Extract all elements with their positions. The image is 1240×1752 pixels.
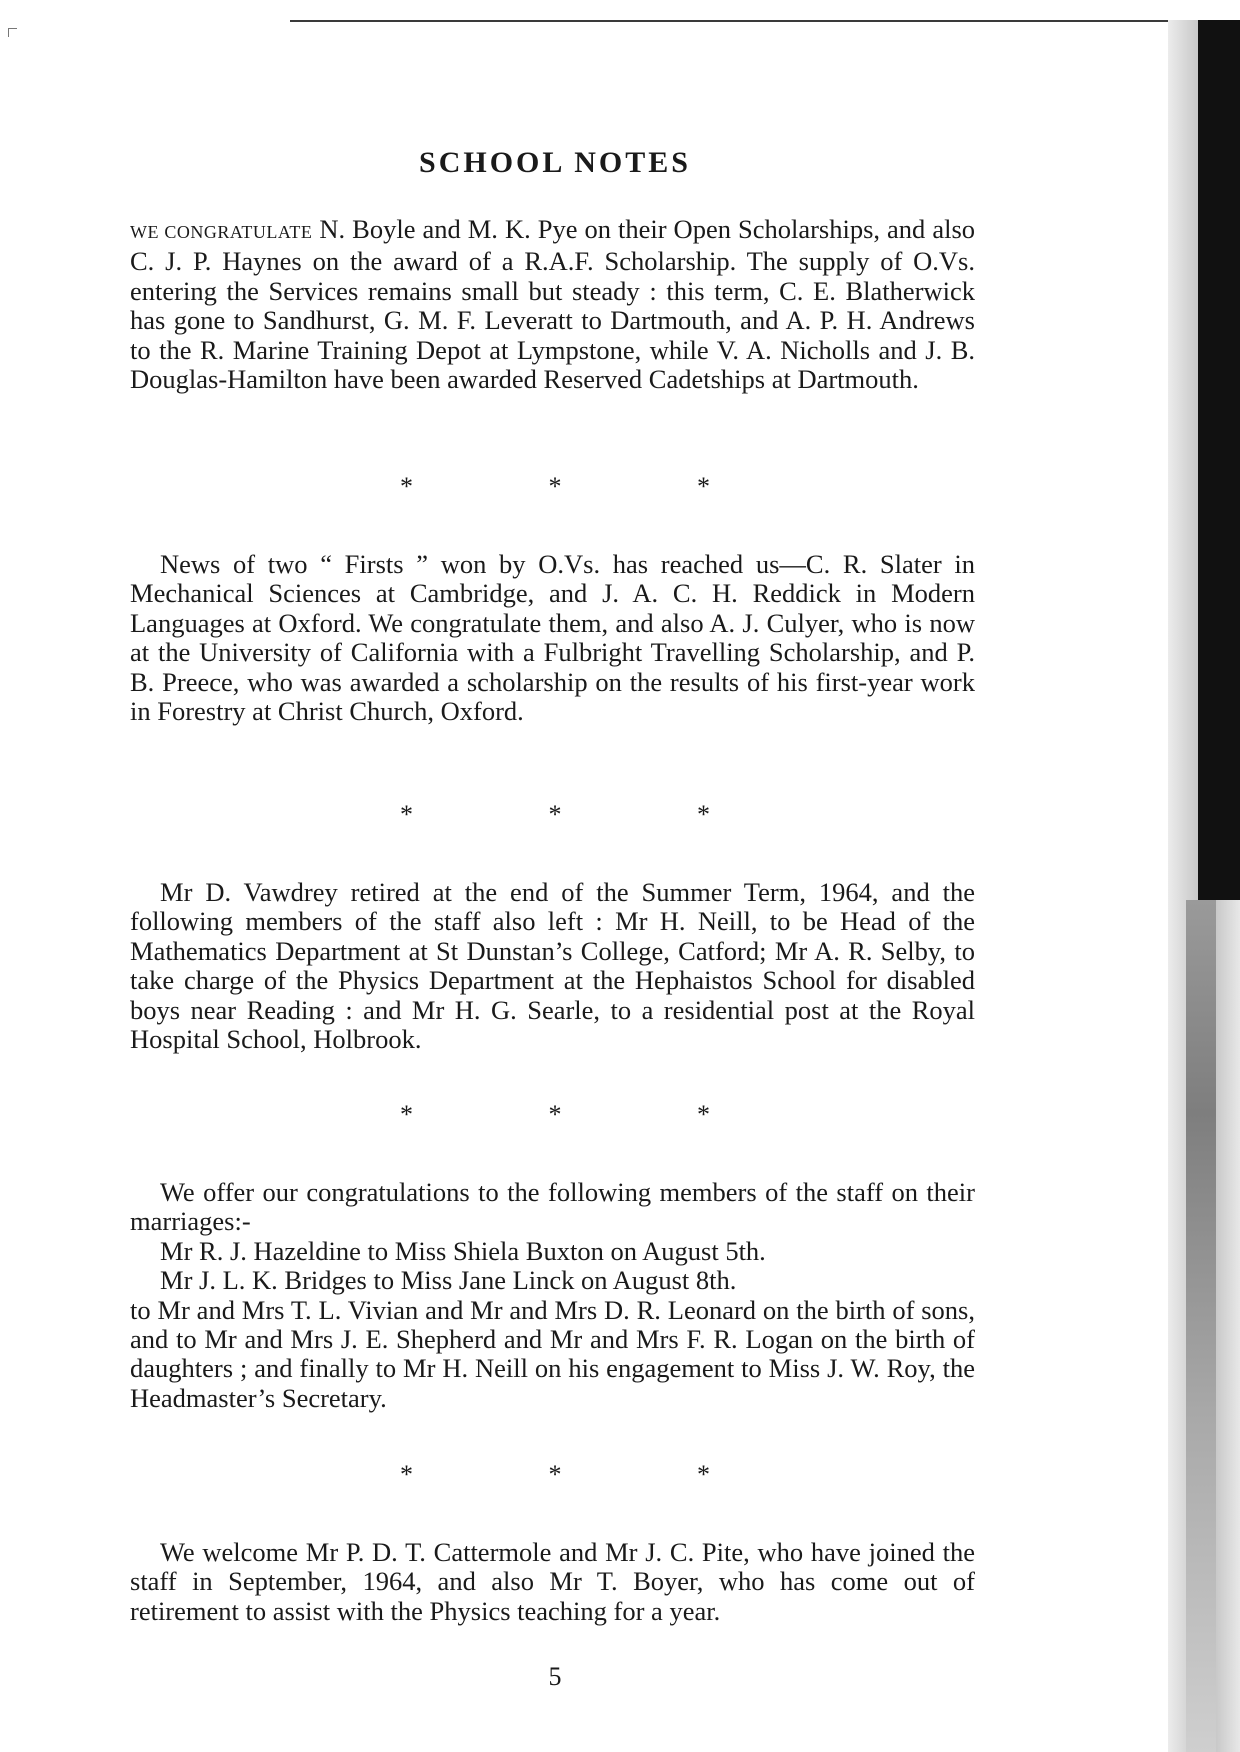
marriage-entry: Mr J. L. K. Bridges to Miss Jane Linck on August 8th. [160,1265,737,1296]
separator-asterisk: * [400,1460,413,1489]
separator-asterisk: * [400,1100,413,1129]
separator-asterisk: * [548,800,562,829]
section-separator [400,1100,710,1130]
note-congratulations [130,1178,975,1413]
page-number: 5 [548,1662,562,1691]
separator-asterisk: * [548,1460,562,1489]
note-lead-smallcaps: WE CONGRATULATE [130,222,313,242]
note-congratulations-births: to Mr and Mrs T. L. Vivian and Mr and Mrs D. R. Leonard on the birth of sons, and to Mr and Mrs J. E. Shepherd and Mr and Mrs F. R. Logan on the birth of daughters ; and finally to Mr H. Neill on his engagement to Miss J. W. Roy, the Headmaster’s Secretary. [130,1294,975,1413]
binding-shadow-dark [1198,20,1240,900]
note-new-staff [130,1538,975,1626]
separator-asterisk: * [548,1100,562,1129]
note-firsts-text: News of two “ Firsts ” won by O.Vs. has reached us—C. R. Slater in Mechanical Sciences at Cambridge, and J. A. C. H. Reddick in Modern Languages at Oxford. We congratulate them, and also A. J. Culyer, who is now at the University of California with a Fulbright Travelling Scholarship, and P. B. Preece, who was awarded a scholarship on the results of his first-year work in Forestry at Christ Church, Oxford. [130,549,975,727]
note-staff-departures [130,878,975,1054]
section-separator [400,800,710,830]
note-staff-departures-text: Mr D. Vawdrey retired at the end of the Summer Term, 1964, and the following members of the staff also left : Mr H. Neill, to be Head of the Mathematics Department at St Dunstan’s College, Catford; Mr A. R. Selby, to take charge of the Physics Department at the Hephaistos School for disabled boys near Reading : and Mr H. G. Searle, to a residential post at the Royal Hospital School, Holbrook. [130,877,975,1055]
section-separator [400,1460,710,1490]
note-congratulations-intro: We offer our congratulations to the following members of the staff on their marriages:- [130,1177,975,1237]
separator-asterisk: * [697,1100,710,1129]
section-separator [400,472,710,502]
page-title: SCHOOL NOTES [419,146,691,179]
note-scholarships [130,215,975,394]
separator-asterisk: * [697,1460,710,1489]
note-scholarships-body: N. Boyle and M. K. Pye on their Open Scholarships, and also C. J. P. Haynes on the award of a R.A.F. Scholarship. The supply of O.Vs. entering the Services remains small but steady : this term, C. E. Blatherwick has gone to Sandhurst, G. M. F. Leveratt to Dartmouth, and A. P. H. Andrews to the R. Marine Training Depot at Lympstone, while V. A. Nicholls and J. B. Douglas-Hamilton have been awarded Reserved Cadetships at Dartmouth. [130,214,976,395]
separator-asterisk: * [400,800,413,829]
separator-asterisk: * [697,472,710,501]
note-firsts [130,550,975,726]
note-scholarships-text [130,215,975,394]
separator-asterisk: * [400,472,413,501]
scan-corner-mark [8,28,17,37]
page-top-edge [290,20,1170,22]
marriage-entry: Mr R. J. Hazeldine to Miss Shiela Buxton on August 5th. [160,1235,766,1266]
separator-asterisk: * [548,472,562,501]
note-new-staff-text: We welcome Mr P. D. T. Cattermole and Mr J. C. Pite, who have joined the staff in September, 1964, and also Mr T. Boyer, who has come out of retirement to assist with the Physics teaching for a year. [130,1537,975,1626]
separator-asterisk: * [697,800,710,829]
binding-shadow-grey [1186,900,1216,1752]
